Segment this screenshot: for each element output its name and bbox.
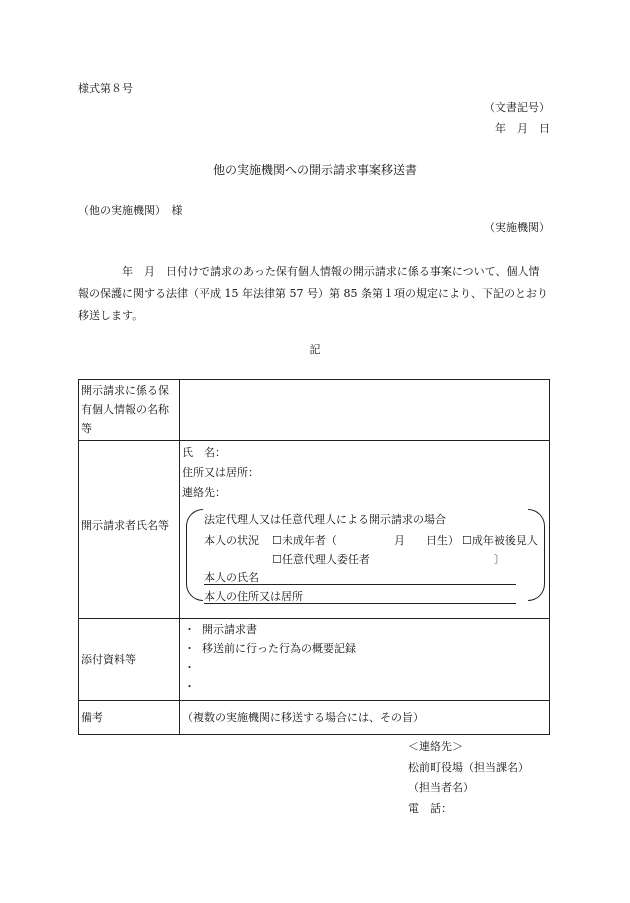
contact-person: （担当者名） [408,781,474,794]
representative-bracket [186,509,545,601]
option-minor: ☐未成年者（ [272,534,337,547]
row-remarks [79,701,550,735]
principal-address-label: 本人の住所又は居所 [204,590,303,603]
contact-office: 松前町役場（担当課名） [408,761,529,774]
ki-heading: 記 [309,343,321,356]
attachment-item: ・ 移送前に行った行為の概要記録 [184,642,356,655]
bracket-left [186,509,203,601]
option-guardian: ☐成年被後見人 [462,534,538,547]
status-label: 本人の状況 [204,534,259,547]
row-requester [79,441,550,619]
contact-phone: 電 話： [408,802,452,815]
document-title: 他の実施機関への開示請求事案移送書 [212,163,417,177]
row3-label: 添付資料等 [81,653,136,666]
option-agent: ☐任意代理人委任者 [272,553,370,566]
row4-label: 備考 [81,711,103,724]
row-information-name [79,380,550,441]
row1-value [180,380,550,441]
form-number: 様式第８号 [78,82,133,95]
birth-day: 日生） [426,534,459,547]
transfer-table [78,379,550,735]
principal-name-underline [204,584,516,585]
attachment-item: ・ 開示請求書 [184,623,257,636]
requester-address-field: 住所又は居所： [182,466,259,479]
bracket-close: 〕 [494,553,505,566]
contact-heading: ＜連絡先＞ [408,740,463,753]
requester-name-field: 氏 名： [182,446,226,459]
body-paragraph [78,261,550,327]
sender: （実施機関） [484,221,550,234]
document-reference: （文書記号） [484,101,550,114]
attachment-item: ・ [184,680,195,693]
attachment-item: ・ [184,661,195,674]
row4-value: （複数の実施機関に移送する場合には、その旨） [182,711,424,724]
bracket-heading: 法定代理人又は任意代理人による開示請求の場合 [204,513,446,526]
row1-label: 開示請求に係る保有個人情報の名称等 [81,384,169,435]
bracket-right [528,509,545,601]
date-line: 年 月 日 [495,122,550,135]
row2-label: 開示請求者氏名等 [81,519,169,532]
addressee: （他の実施機関） 様 [78,204,183,217]
principal-address-underline [204,603,516,604]
requester-contact-field: 連絡先： [182,486,226,499]
principal-name-label: 本人の氏名 [204,571,259,584]
row-attachments [79,619,550,701]
body-text: 年 月 日付けで請求のあった保有個人情報の開示請求に係る事案について、個人情報の保護に関する法律（平成 15 年法律第 57 号）第 85 条第１項の規定により、下記のとおり移送します。 [78,265,548,322]
birth-month: 月 [394,534,405,547]
